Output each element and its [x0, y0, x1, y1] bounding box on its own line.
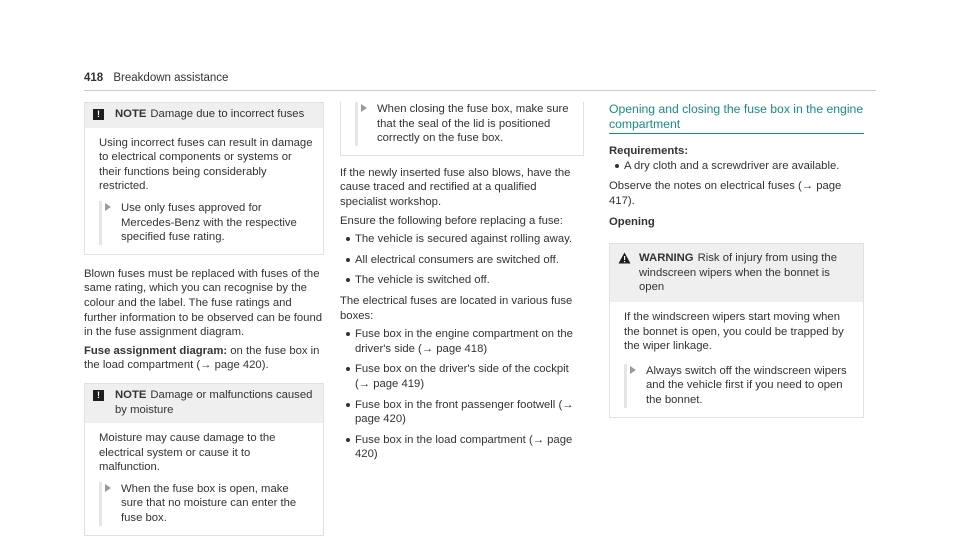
list-before-replacing	[340, 232, 584, 288]
column-3	[609, 102, 864, 418]
list-item: All electrical consumers are switched off.	[340, 253, 584, 268]
notice-body	[85, 423, 323, 535]
notice-box-moisture	[84, 383, 324, 536]
warning-box	[609, 243, 864, 417]
list-item: A dry cloth and a screwdriver are available.	[609, 159, 864, 174]
warning-header	[610, 244, 863, 302]
notice-text: Using incorrect fuses can result in damage to electrical components or systems or their functions being considerably restricted.	[99, 136, 313, 193]
notice-icon: !	[93, 390, 104, 401]
notice-text: Moisture may cause damage to the electrical system or cause it to malfunction.	[99, 432, 276, 474]
heading-rule	[609, 133, 864, 134]
step-text: Use only fuses approved for Mercedes-Benz with the respective specified fuse rating.	[121, 201, 297, 244]
paragraph-fuse-locations: The electrical fuses are located in various fuse boxes:	[340, 294, 573, 322]
list-item: Fuse box in the load compartment (→ page 420)	[340, 433, 584, 462]
step-bar	[99, 201, 102, 245]
page-header	[84, 72, 228, 84]
paragraph-ensure: Ensure the following before replacing a fuse:	[340, 214, 563, 227]
warning-text: If the windscreen wipers start moving when the bonnet is open, you could be trapped by the wiper linkage.	[624, 310, 844, 353]
section-heading: Opening and closing the fuse box in the engine compartment	[609, 102, 864, 131]
notice-icon: !	[93, 109, 104, 120]
list-fuse-boxes	[340, 327, 584, 462]
notice-body	[85, 128, 323, 254]
notice-header	[85, 103, 323, 128]
page-number: 418	[84, 72, 104, 84]
paragraph-fuse-blows: If the newly inserted fuse also blows, have the cause traced and rectified at a qualified specialist workshop.	[340, 166, 571, 208]
list-item: Fuse box on the driver's side of the cockpit (→ page 419)	[340, 362, 584, 391]
opening-label: Opening	[609, 215, 655, 228]
step-bar	[99, 482, 102, 526]
column-2	[340, 102, 584, 462]
notice-label: NOTE	[115, 388, 147, 401]
list-requirements	[609, 159, 864, 174]
notice-body	[341, 102, 583, 155]
warning-label: WARNING	[639, 252, 694, 265]
section-title: Breakdown assistance	[113, 72, 229, 84]
requirements-label: Requirements:	[609, 145, 689, 158]
list-item: Fuse box in the front passenger footwell (→ page 420)	[340, 398, 584, 427]
step-text: When closing the fuse box, make sure that the seal of the lid is positioned correctly on the fuse box.	[377, 103, 569, 145]
notice-box-continued	[340, 102, 584, 156]
notice-box-incorrect-fuses	[84, 102, 324, 255]
fuse-diagram-label: Fuse assignment diagram:	[84, 344, 228, 357]
paragraph-blown-fuses: Blown fuses must be replaced with fuses of the same rating, which you can recognise by the colour and the label. The fuse ratings and further information to be observed can be found in the fuse assignment diagram.	[84, 267, 323, 339]
notice-title: Damage due to incorrect fuses	[150, 108, 305, 120]
notice-title: Damage or malfunctions caused by moisture	[115, 388, 313, 416]
arrow-right-icon	[361, 104, 367, 112]
action-step	[624, 364, 853, 408]
action-step	[99, 201, 313, 245]
arrow-right-icon	[105, 484, 111, 492]
paragraph-observe: Observe the notes on electrical fuses (→ page 417).	[609, 180, 842, 207]
list-item: The vehicle is switched off.	[340, 273, 584, 288]
action-step	[355, 102, 573, 146]
paragraph-fuse-diagram	[84, 344, 324, 373]
arrow-right-icon	[630, 366, 636, 374]
warning-triangle-icon	[618, 252, 631, 269]
warning-body	[610, 302, 863, 417]
step-bar	[355, 102, 358, 146]
list-item: Fuse box in the engine compartment on the driver's side (→ page 418)	[340, 327, 584, 356]
notice-label: NOTE	[115, 108, 147, 120]
warning-title: Risk of injury from using the windscreen wipers when the bonnet is open	[639, 252, 837, 294]
step-text: Always switch off the windscreen wipers and the vehicle first if you need to open the bonnet.	[646, 364, 847, 406]
header-rule	[84, 90, 876, 91]
list-item: The vehicle is secured against rolling away.	[340, 232, 584, 247]
column-1	[84, 102, 324, 536]
fuse-diagram-text: on the fuse box in the load compartment (→ page 420).	[84, 344, 320, 372]
step-text: When the fuse box is open, make sure that no moisture can enter the fuse box.	[121, 482, 297, 525]
step-bar	[624, 364, 627, 408]
action-step	[99, 482, 313, 526]
arrow-right-icon	[105, 203, 111, 211]
notice-header	[85, 384, 323, 423]
